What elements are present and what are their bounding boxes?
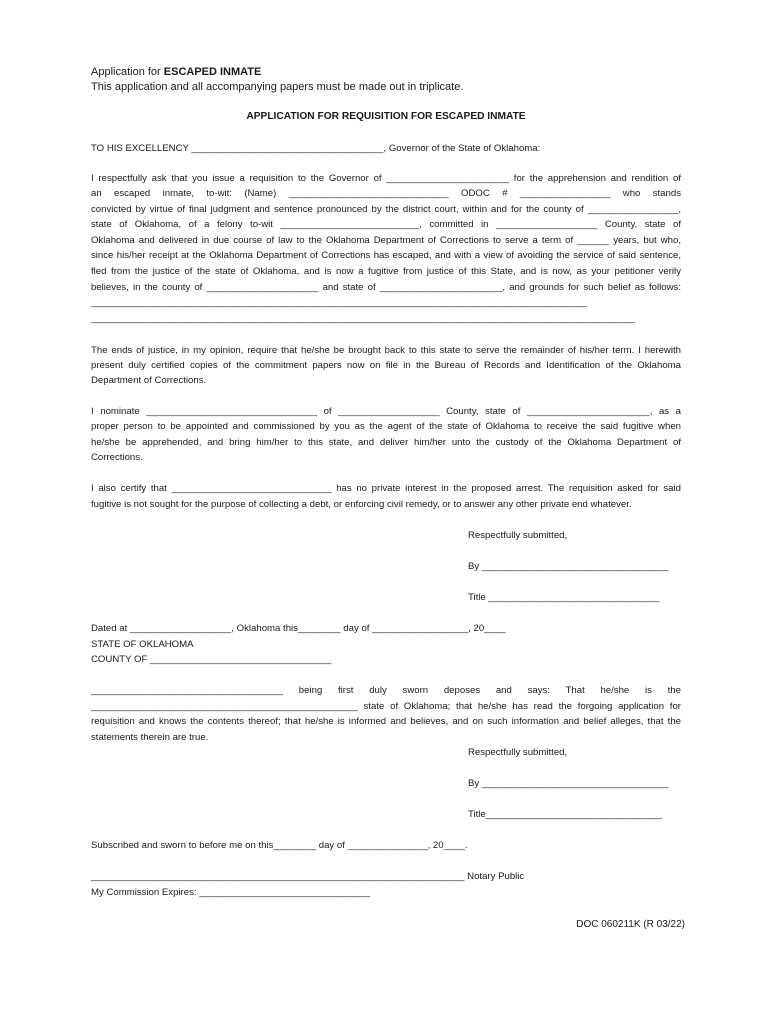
para3-line-1: I nominate ________________________________ of ___________________ County, state of _______________________, as a bbox=[91, 406, 681, 417]
footer-doc-code: DOC 060211K (R 03/22) bbox=[576, 919, 685, 930]
county-line: COUNTY OF __________________________________ bbox=[91, 654, 332, 665]
para3-line-4: Corrections. bbox=[91, 452, 143, 463]
sig2-closing: Respectfully submitted, bbox=[468, 747, 568, 758]
sig2-title-line: Title_________________________________ bbox=[468, 809, 662, 820]
commission-line: My Commission Expires: ________________________________ bbox=[91, 887, 370, 898]
para1-line-6: since his/her receipt at the Oklahoma Department of Corrections has escaped, and with a view of avoiding the service of said sentence, bbox=[91, 250, 681, 261]
para2-line-1: The ends of justice, in my opinion, require that he/she be brought back to this state to serve the remainder of his/her term. I herewith bbox=[91, 345, 681, 356]
header-prefix: Application for bbox=[91, 66, 164, 78]
affidavit-line-3: requisition and knows the contents thereof; that he/she is informed and believes, and on such information and belief alleges, that the bbox=[91, 716, 681, 727]
para2-line-2: present duly certified copies of the commitment papers now on file in the Bureau of Records and Identification of the Oklahoma bbox=[91, 360, 681, 371]
para4-line-1: I also certify that ______________________________ has no private interest in the proposed arrest. The requisition asked for said bbox=[91, 483, 681, 494]
sig1-by-line: By ___________________________________ bbox=[468, 561, 669, 572]
affidavit-line-1: ____________________________________ being first duly sworn deposes and says: That he/she is the bbox=[91, 685, 681, 696]
sig1-closing: Respectfully submitted, bbox=[468, 530, 568, 541]
para1-blank-line-2: ______________________________________________________________________________________________________ bbox=[91, 313, 636, 324]
para1-line-1: I respectfully ask that you issue a requisition to the Governor of _______________________ for the apprehension and rendition of bbox=[91, 173, 681, 184]
para1-line-3: convicted by virtue of final judgment and sentence pronounced by the district court, within and for the county of _________________, bbox=[91, 204, 681, 215]
para3-line-3: he/she be apprehended, and bring him/her to this state, and deliver him/her unto the custody of the Oklahoma Department of bbox=[91, 437, 681, 448]
para1-line-2: an escaped inmate, to-wit: (Name) ______________________________ ODOC # _________________ who stands bbox=[91, 188, 681, 199]
header-line-2: This application and all accompanying papers must be made out in triplicate. bbox=[91, 81, 464, 93]
header-line-1 bbox=[91, 65, 681, 79]
state-line: STATE OF OKLAHOMA bbox=[91, 639, 194, 650]
address-line: TO HIS EXCELLENCY ____________________________________, Governor of the State of Oklahoma: bbox=[91, 143, 541, 154]
para3-line-2: proper person to be appointed and commissioned by you as the agent of the state of Oklahoma to receive the said fugitive when bbox=[91, 421, 681, 432]
affidavit-line-4: statements therein are true. bbox=[91, 732, 209, 743]
form-title: APPLICATION FOR REQUISITION FOR ESCAPED INMATE bbox=[246, 111, 526, 122]
para1-blank-line-1: _____________________________________________________________________________________________ bbox=[91, 297, 588, 308]
para1-line-8: believes, in the county of _____________________ and state of _______________________, and grounds for such belief as follows: bbox=[91, 282, 681, 293]
para2-line-3: Department of Corrections. bbox=[91, 375, 207, 386]
subscribed-line: Subscribed and sworn to before me on this________ day of _______________, 20____. bbox=[91, 840, 468, 851]
header-bold-title: ESCAPED INMATE bbox=[163, 66, 262, 78]
dated-line: Dated at ___________________, Oklahoma this________ day of __________________, 20____ bbox=[91, 623, 506, 634]
para1-line-4: state of Oklahoma, of a felony to-wit __________________________, committed in ___________________ County, state of bbox=[91, 219, 681, 230]
para1-line-7: fled from the justice of the state of Oklahoma, and is now a fugitive from justice of this State, and is now, as your petitioner verily bbox=[91, 266, 681, 277]
para4-line-2: fugitive is not sought for the purpose of collecting a debt, or enforcing civil remedy, or to answer any other private end whatever. bbox=[91, 499, 632, 510]
notary-line: ______________________________________________________________________ Notary Public bbox=[91, 871, 525, 882]
sig2-by-line: By ___________________________________ bbox=[468, 778, 669, 789]
affidavit-line-2: __________________________________________________ state of Oklahoma; that he/she has read the forgoing application for bbox=[91, 701, 681, 712]
para1-line-5: Oklahoma and delivered in due course of law to the Oklahoma Department of Corrections to serve a term of ______ years, but who, bbox=[91, 235, 681, 246]
sig1-title-line: Title ________________________________ bbox=[468, 592, 660, 603]
